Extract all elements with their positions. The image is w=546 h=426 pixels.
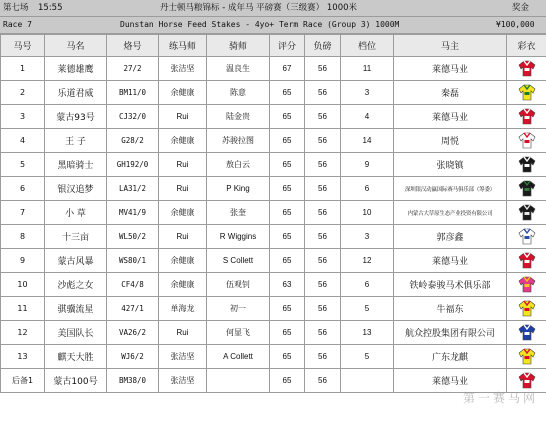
horse-number: 6 — [1, 177, 45, 201]
owner-name: 秦磊 — [394, 81, 507, 105]
weight-value: 56 — [305, 81, 341, 105]
jockey-silks-icon — [518, 348, 536, 365]
jockey-silks-icon — [518, 228, 536, 245]
table-row — [1, 201, 546, 225]
jockey-name: 张奎 — [207, 201, 270, 225]
rating-value: 65 — [270, 129, 305, 153]
col-header-weight: 负磅 — [305, 35, 341, 57]
silks-cell — [507, 81, 546, 105]
trainer-name: 余健康 — [159, 201, 207, 225]
brand-number: MV41/9 — [107, 201, 159, 225]
horse-number: 12 — [1, 321, 45, 345]
silks-cell — [507, 57, 546, 81]
silks-cell — [507, 225, 546, 249]
jockey-name: S Collett — [207, 249, 270, 273]
jockey-silks-icon — [518, 156, 536, 173]
horse-number: 1 — [1, 57, 45, 81]
trainer-name: 余健康 — [159, 129, 207, 153]
draw-value: 11 — [341, 57, 394, 81]
jockey-name: 伍观钊 — [207, 273, 270, 297]
weight-value: 56 — [305, 273, 341, 297]
race-number: 第七场 — [3, 3, 29, 13]
weight-value: 56 — [305, 345, 341, 369]
brand-number: 27/2 — [107, 57, 159, 81]
col-header-silks: 彩衣 — [507, 35, 546, 57]
rating-value: 65 — [270, 249, 305, 273]
horse-number: 13 — [1, 345, 45, 369]
horse-name: 美国队长 — [45, 321, 107, 345]
horse-number: 2 — [1, 81, 45, 105]
brand-number: CJ32/0 — [107, 105, 159, 129]
draw-value: 3 — [341, 225, 394, 249]
jockey-silks-icon — [518, 180, 536, 197]
table-row — [1, 321, 546, 345]
owner-name: 莱德马业 — [394, 57, 507, 81]
brand-number: VA26/2 — [107, 321, 159, 345]
trainer-name: Rui — [159, 105, 207, 129]
race-code: Race 7 — [3, 20, 32, 29]
brand-number: WS80/1 — [107, 249, 159, 273]
draw-value: 5 — [341, 297, 394, 321]
horse-name: 乐道君威 — [45, 81, 107, 105]
jockey-name: R Wiggins — [207, 225, 270, 249]
horse-number: 7 — [1, 201, 45, 225]
silks-cell — [507, 105, 546, 129]
trainer-name: Rui — [159, 153, 207, 177]
col-header-owner: 马主 — [394, 35, 507, 57]
horse-name: 莱德雄鹰 — [45, 57, 107, 81]
weight-value: 56 — [305, 321, 341, 345]
owner-name: 郭彦鑫 — [394, 225, 507, 249]
weight-value: 56 — [305, 129, 341, 153]
jockey-silks-icon — [518, 324, 536, 341]
trainer-name: 余健康 — [159, 81, 207, 105]
owner-name: 周悦 — [394, 129, 507, 153]
trainer-name: 张洁坚 — [159, 57, 207, 81]
brand-number: BM11/0 — [107, 81, 159, 105]
draw-value: 4 — [341, 105, 394, 129]
jockey-name: 温良生 — [207, 57, 270, 81]
horse-number: 10 — [1, 273, 45, 297]
horse-name: 黑暗骑士 — [45, 153, 107, 177]
owner-name: 莱德马业 — [394, 105, 507, 129]
rating-value: 65 — [270, 81, 305, 105]
rating-value: 65 — [270, 225, 305, 249]
horse-name: 蒙古100号 — [45, 369, 107, 393]
jockey-name: 何显飞 — [207, 321, 270, 345]
owner-name: 航众控股集团有限公司 — [394, 321, 507, 345]
horse-number: 11 — [1, 297, 45, 321]
brand-number: GH192/0 — [107, 153, 159, 177]
col-header-no: 马号 — [1, 35, 45, 57]
weight-value: 56 — [305, 369, 341, 393]
draw-value: 5 — [341, 345, 394, 369]
rating-value: 65 — [270, 153, 305, 177]
silks-cell — [507, 297, 546, 321]
jockey-name: P King — [207, 177, 270, 201]
rating-value: 65 — [270, 345, 305, 369]
draw-value: 6 — [341, 273, 394, 297]
owner-name: 莱德马业 — [394, 369, 507, 393]
horse-name: 蒙古93号 — [45, 105, 107, 129]
silks-cell — [507, 201, 546, 225]
draw-value: 3 — [341, 81, 394, 105]
horse-name: 沙彪之女 — [45, 273, 107, 297]
race-title-en: Dunstan Horse Feed Stakes - 4yo+ Term Race (Group 3) 1000M — [120, 20, 400, 29]
rating-value: 63 — [270, 273, 305, 297]
brand-number: G28/2 — [107, 129, 159, 153]
rating-value: 65 — [270, 105, 305, 129]
rating-value: 65 — [270, 369, 305, 393]
jockey-silks-icon — [518, 108, 536, 125]
brand-number: LA31/2 — [107, 177, 159, 201]
owner-name: 深圳银汉动赢国际赛马俱乐部（筹委） — [394, 177, 507, 201]
owner-name: 内蒙古大草原生态产业投资有限公司 — [394, 201, 507, 225]
trainer-name: Rui — [159, 321, 207, 345]
jockey-silks-icon — [518, 372, 536, 389]
col-header-draw: 档位 — [341, 35, 394, 57]
table-row — [1, 225, 546, 249]
weight-value: 56 — [305, 297, 341, 321]
trainer-name: 张洁坚 — [159, 345, 207, 369]
prize-label: 奖金 — [512, 3, 530, 13]
rating-value: 65 — [270, 297, 305, 321]
race-title: 丹士顿马粮锦标 - 成年马 平磅赛（三级赛） 1000米 — [160, 3, 358, 13]
table-row — [1, 177, 546, 201]
draw-value: 14 — [341, 129, 394, 153]
table-row — [1, 345, 546, 369]
horse-name: 小 草 — [45, 201, 107, 225]
horse-name: 银汉追梦 — [45, 177, 107, 201]
jockey-name: 敖白云 — [207, 153, 270, 177]
silks-cell — [507, 129, 546, 153]
draw-value: 12 — [341, 249, 394, 273]
weight-value: 56 — [305, 153, 341, 177]
horse-number: 后备1 — [1, 369, 45, 393]
draw-value: 9 — [341, 153, 394, 177]
horse-name: 王 子 — [45, 129, 107, 153]
silks-cell — [507, 177, 546, 201]
owner-name: 广东龙麒 — [394, 345, 507, 369]
brand-number: BM38/0 — [107, 369, 159, 393]
race-card-table — [0, 34, 546, 393]
rating-value: 65 — [270, 201, 305, 225]
col-header-brand: 烙号 — [107, 35, 159, 57]
prize-amount: ¥100,000 — [496, 20, 535, 29]
jockey-silks-icon — [518, 252, 536, 269]
jockey-silks-icon — [518, 276, 536, 293]
weight-value: 56 — [305, 177, 341, 201]
jockey-name: A Collett — [207, 345, 270, 369]
trainer-name: 余健康 — [159, 249, 207, 273]
table-row — [1, 297, 546, 321]
jockey-name — [207, 369, 270, 393]
owner-name: 莱德马业 — [394, 249, 507, 273]
horse-name: 骐骥流星 — [45, 297, 107, 321]
race-subheader-row — [0, 17, 546, 34]
owner-name: 张晓镇 — [394, 153, 507, 177]
horse-number: 5 — [1, 153, 45, 177]
table-header-row — [1, 35, 546, 57]
table-row — [1, 153, 546, 177]
horse-number: 4 — [1, 129, 45, 153]
jockey-silks-icon — [518, 60, 536, 77]
table-row — [1, 129, 546, 153]
silks-cell — [507, 273, 546, 297]
silks-cell — [507, 321, 546, 345]
rating-value: 65 — [270, 321, 305, 345]
weight-value: 56 — [305, 105, 341, 129]
jockey-name: 陈意 — [207, 81, 270, 105]
weight-value: 56 — [305, 249, 341, 273]
trainer-name: 余健康 — [159, 273, 207, 297]
brand-number: WJ6/2 — [107, 345, 159, 369]
weight-value: 56 — [305, 201, 341, 225]
jockey-silks-icon — [518, 84, 536, 101]
horse-name: 麒天大胜 — [45, 345, 107, 369]
draw-value: 10 — [341, 201, 394, 225]
horse-number: 3 — [1, 105, 45, 129]
brand-number: 427/1 — [107, 297, 159, 321]
trainer-name: Rui — [159, 177, 207, 201]
brand-number: WL50/2 — [107, 225, 159, 249]
table-row — [1, 273, 546, 297]
draw-value: 13 — [341, 321, 394, 345]
horse-number: 9 — [1, 249, 45, 273]
table-row — [1, 81, 546, 105]
draw-value — [341, 369, 394, 393]
jockey-silks-icon — [518, 132, 536, 149]
jockey-silks-icon — [518, 300, 536, 317]
watermark: 第一赛马网 — [462, 391, 538, 405]
table-row — [1, 249, 546, 273]
draw-value: 6 — [341, 177, 394, 201]
horse-name: 十三亩 — [45, 225, 107, 249]
trainer-name: 张洁坚 — [159, 369, 207, 393]
horse-number: 8 — [1, 225, 45, 249]
race-time: 15:55 — [38, 3, 63, 13]
col-header-jockey: 骑师 — [207, 35, 270, 57]
jockey-name: 陆金贵 — [207, 105, 270, 129]
jockey-name: 苏骏拉图 — [207, 129, 270, 153]
owner-name: 牛福东 — [394, 297, 507, 321]
table-row — [1, 105, 546, 129]
table-row — [1, 57, 546, 81]
owner-name: 铁岭泰骏马术俱乐部 — [394, 273, 507, 297]
col-header-name: 马名 — [45, 35, 107, 57]
race-header-row — [0, 0, 546, 17]
silks-cell — [507, 153, 546, 177]
silks-cell — [507, 345, 546, 369]
weight-value: 56 — [305, 225, 341, 249]
horse-name: 蒙古风暴 — [45, 249, 107, 273]
jockey-name: 初一 — [207, 297, 270, 321]
weight-value: 56 — [305, 57, 341, 81]
rating-value: 65 — [270, 177, 305, 201]
trainer-name: 单海龙 — [159, 297, 207, 321]
silks-cell — [507, 249, 546, 273]
brand-number: CF4/8 — [107, 273, 159, 297]
trainer-name: Rui — [159, 225, 207, 249]
jockey-silks-icon — [518, 204, 536, 221]
col-header-rating: 评分 — [270, 35, 305, 57]
rating-value: 67 — [270, 57, 305, 81]
col-header-trainer: 练马师 — [159, 35, 207, 57]
